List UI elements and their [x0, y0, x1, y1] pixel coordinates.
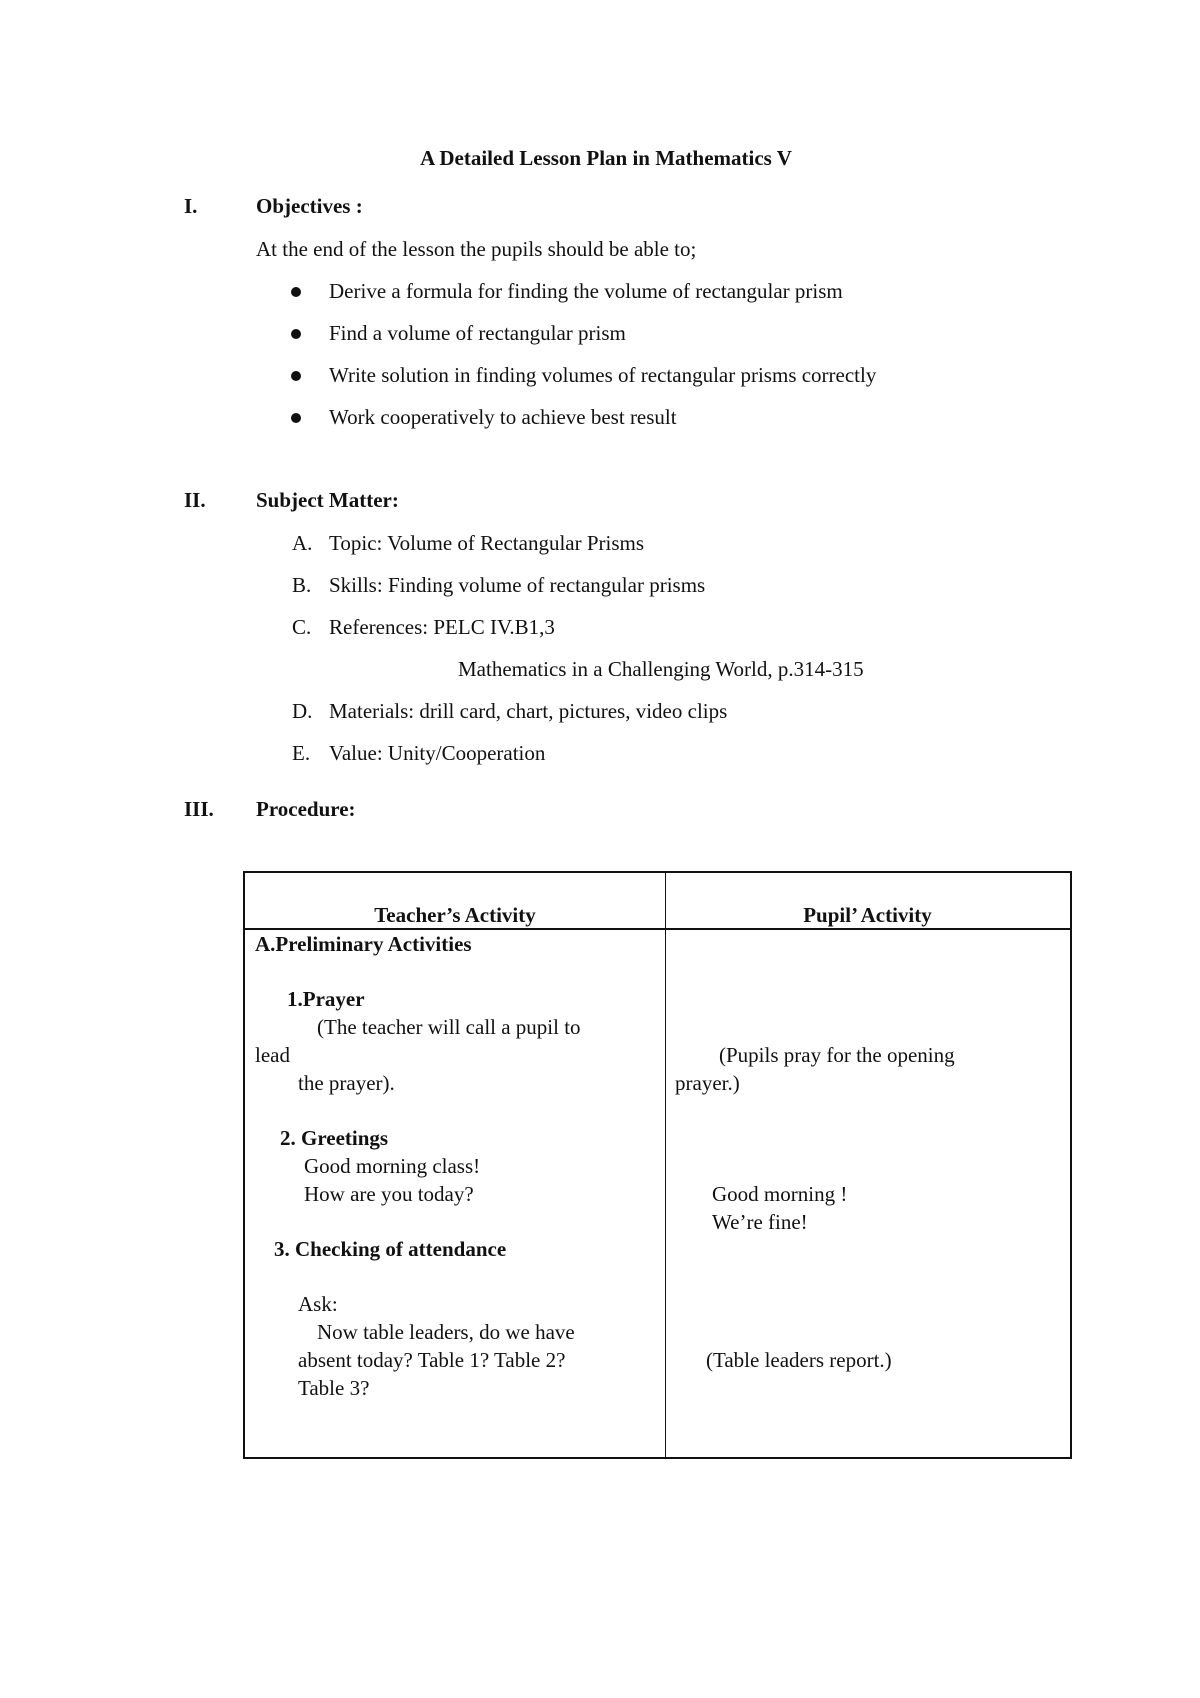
subject-item-text: Materials: drill card, chart, pictures, video clips: [329, 699, 728, 723]
document-title: A Detailed Lesson Plan in Mathematics V: [420, 146, 792, 170]
section-number-objectives: I.: [184, 194, 198, 218]
subject-item-letter: A.: [292, 531, 313, 555]
subject-item-letter: C.: [292, 615, 312, 639]
subject-item-text: References: PELC IV.B1,3: [329, 615, 555, 639]
section-heading-subject-matter: Subject Matter:: [256, 488, 399, 512]
greetings-line: Good morning class!: [304, 1154, 481, 1178]
subject-item-text: Skills: Finding volume of rectangular prisms: [329, 573, 706, 597]
section-number-subject-matter: II.: [184, 488, 206, 512]
subject-item-letter: B.: [292, 573, 312, 597]
bullet-icon: [291, 329, 301, 339]
ask-line: Now table leaders, do we have: [317, 1320, 575, 1344]
objective-item: Find a volume of rectangular prism: [329, 321, 626, 345]
objective-item: Work cooperatively to achieve best result: [329, 405, 677, 429]
section-heading-procedure: Procedure:: [256, 797, 356, 821]
pupil-prayer-response: prayer.): [675, 1071, 740, 1095]
preliminary-activities-heading: A.Preliminary Activities: [255, 932, 472, 956]
greetings-line: How are you today?: [304, 1182, 474, 1206]
procedure-table: [243, 871, 1072, 1459]
pupil-attendance-response: (Table leaders report.): [706, 1348, 892, 1372]
prayer-heading: 1.Prayer: [287, 987, 365, 1011]
column-divider: [665, 873, 666, 1457]
objectives-intro: At the end of the lesson the pupils should be able to;: [256, 237, 697, 261]
attendance-heading: 3. Checking of attendance: [274, 1237, 507, 1261]
pupil-greeting-response: Good morning !: [712, 1182, 848, 1206]
reference-continuation: Mathematics in a Challenging World, p.314-315: [458, 657, 864, 681]
objective-item: Derive a formula for finding the volume of rectangular prism: [329, 279, 843, 303]
subject-item-letter: D.: [292, 699, 313, 723]
subject-item-text: Topic: Volume of Rectangular Prisms: [329, 531, 645, 555]
section-heading-objectives: Objectives :: [256, 194, 363, 218]
subject-item-letter: E.: [292, 741, 311, 765]
subject-item-text: Value: Unity/Cooperation: [329, 741, 546, 765]
pupil-prayer-response: (Pupils pray for the opening: [719, 1043, 955, 1067]
prayer-instruction: lead: [255, 1043, 290, 1067]
prayer-instruction: (The teacher will call a pupil to: [317, 1015, 581, 1039]
ask-line: absent today? Table 1? Table 2?: [298, 1348, 566, 1372]
objective-item: Write solution in finding volumes of rectangular prisms correctly: [329, 363, 877, 387]
bullet-icon: [291, 371, 301, 381]
prayer-instruction: the prayer).: [298, 1071, 395, 1095]
bullet-icon: [291, 287, 301, 297]
header-divider: [245, 928, 1070, 930]
ask-line: Table 3?: [298, 1376, 370, 1400]
bullet-icon: [291, 413, 301, 423]
section-number-procedure: III.: [184, 797, 214, 821]
greetings-heading: 2. Greetings: [280, 1126, 389, 1150]
header-pupil-activity: Pupil’ Activity: [803, 903, 932, 927]
ask-label: Ask:: [298, 1292, 338, 1316]
header-teacher-activity: Teacher’s Activity: [374, 903, 536, 927]
pupil-greeting-response: We’re fine!: [712, 1210, 808, 1234]
